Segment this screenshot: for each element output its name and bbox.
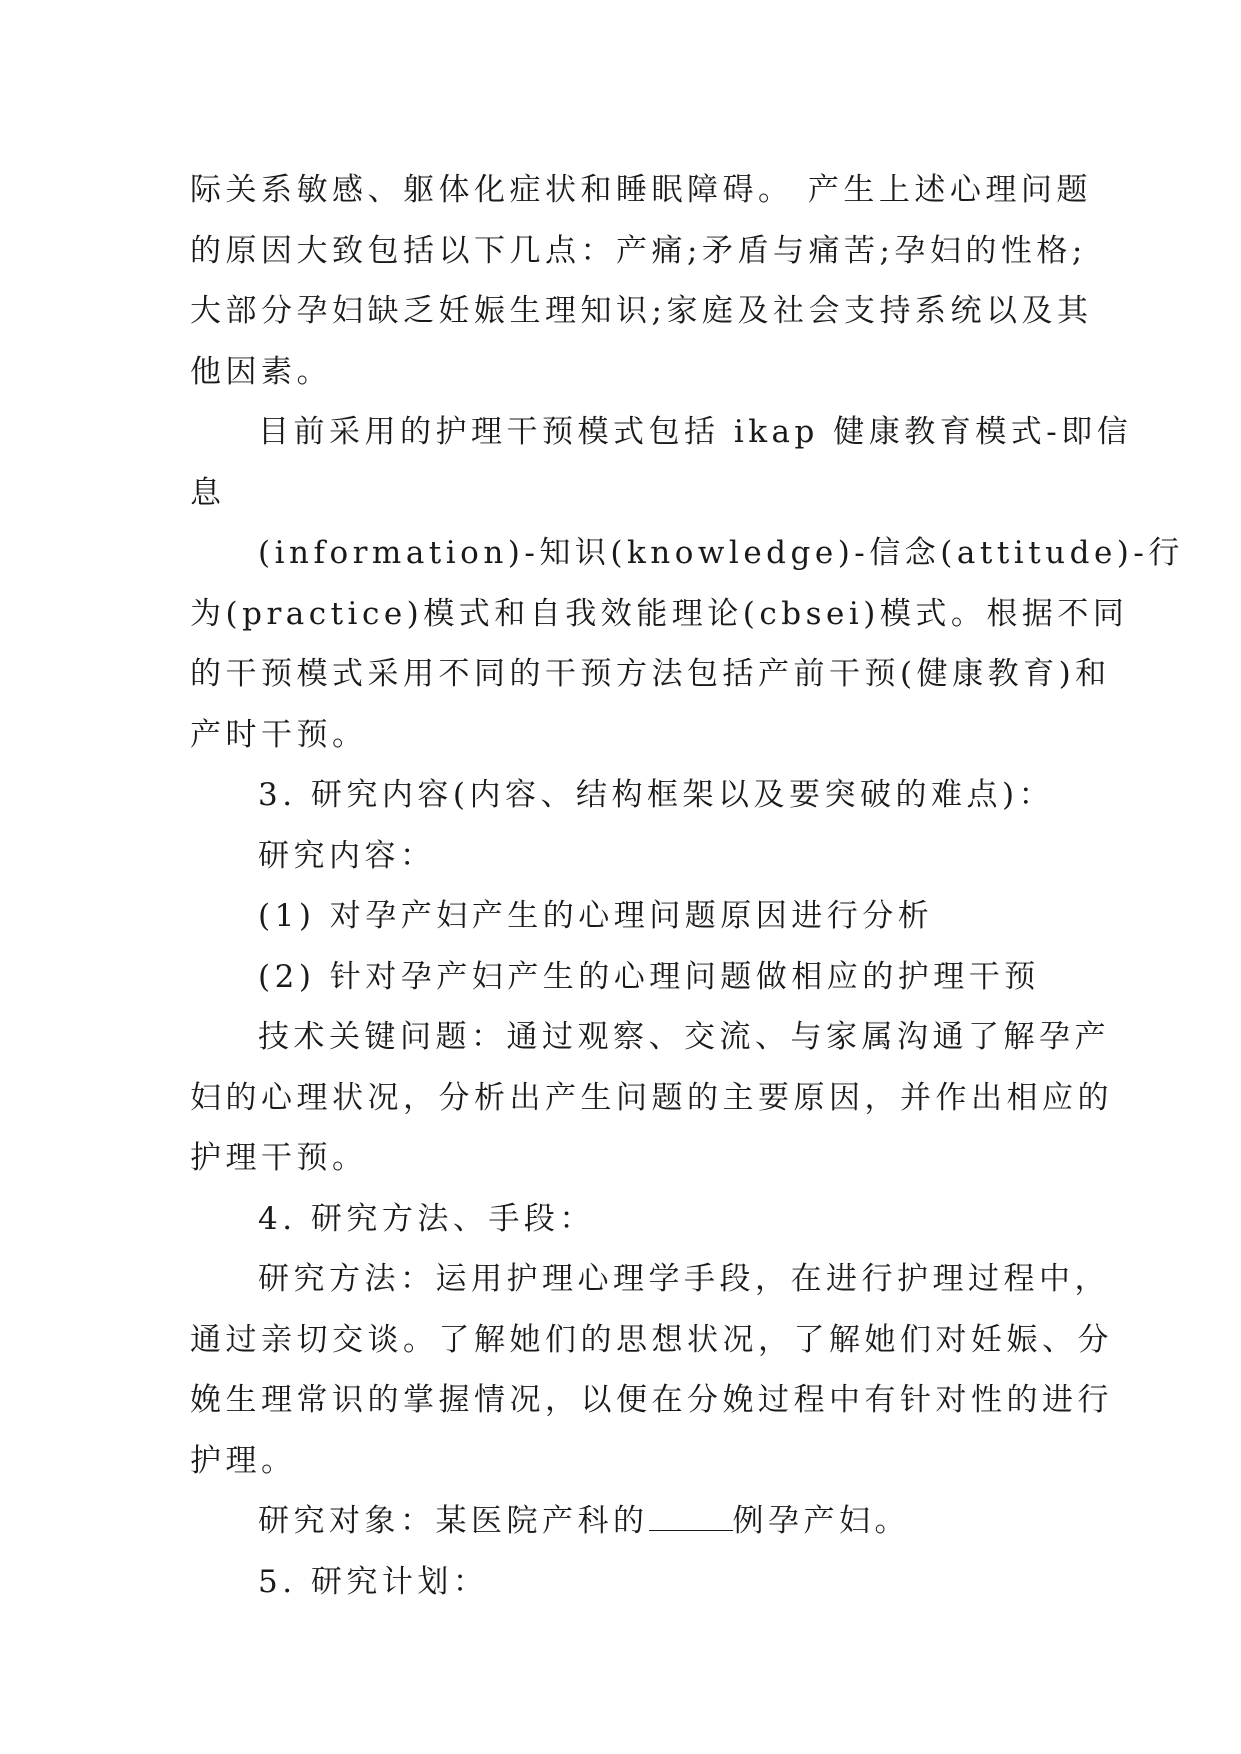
paragraph-line: (information)-知识(knowledge)-信念(attitude)-行 bbox=[258, 535, 1184, 571]
paragraph-line: 他因素。 bbox=[190, 353, 332, 390]
paragraph-line: 通过亲切交谈。了解她们的思想状况，了解她们对妊娠、分 bbox=[190, 1321, 1113, 1358]
paragraph-line: 护理。 bbox=[190, 1442, 297, 1479]
list-item: (1) 对孕产妇产生的心理问题原因进行分析 bbox=[258, 898, 934, 934]
section-heading: 3. 研究内容(内容、结构框架以及要突破的难点)： bbox=[258, 777, 1055, 813]
paragraph-line: 目前采用的护理干预模式包括 ikap 健康教育模式-即信 bbox=[258, 414, 1133, 450]
paragraph-line: 妇的心理状况，分析出产生问题的主要原因，并作出相应的 bbox=[190, 1079, 1113, 1116]
paragraph-line: 娩生理常识的掌握情况，以便在分娩过程中有针对性的进行 bbox=[190, 1382, 1113, 1418]
paragraph-line: 大部分孕妇缺乏妊娠生理知识;家庭及社会支持系统以及其 bbox=[190, 293, 1093, 329]
paragraph-line: 的干预模式采用不同的干预方法包括产前干预(健康教育)和 bbox=[190, 656, 1111, 692]
research-subject-line bbox=[190, 1491, 1070, 1552]
research-subject-prefix: 研究对象：某医院产科的 bbox=[258, 1503, 649, 1539]
paragraph-line: 护理干预。 bbox=[190, 1140, 368, 1176]
fill-in-blank bbox=[649, 1506, 733, 1531]
paragraph-line: 产时干预。 bbox=[190, 716, 368, 753]
section-heading: 4. 研究方法、手段： bbox=[258, 1200, 595, 1237]
paragraph-line: 为(practice)模式和自我效能理论(cbsei)模式。根据不同 bbox=[190, 595, 1129, 632]
subheading: 研究内容： bbox=[258, 837, 436, 874]
document-body bbox=[190, 160, 1184, 1612]
list-item: (2) 针对孕产妇产生的心理问题做相应的护理干预 bbox=[258, 958, 1040, 995]
paragraph-line: 研究方法：运用护理心理学手段，在进行护理过程中， bbox=[258, 1261, 1110, 1297]
research-subject-suffix: 例孕产妇。 bbox=[732, 1503, 910, 1539]
paragraph-line: 息 bbox=[190, 474, 226, 511]
paragraph-line: 技术关键问题：通过观察、交流、与家属沟通了解孕产 bbox=[258, 1019, 1110, 1055]
paragraph-line: 际关系敏感、躯体化症状和睡眠障碍。 产生上述心理问题 bbox=[190, 172, 1092, 208]
section-heading: 5. 研究计划： bbox=[258, 1563, 489, 1600]
paragraph-line: 的原因大致包括以下几点：产痛;矛盾与痛苦;孕妇的性格; bbox=[190, 232, 1087, 269]
